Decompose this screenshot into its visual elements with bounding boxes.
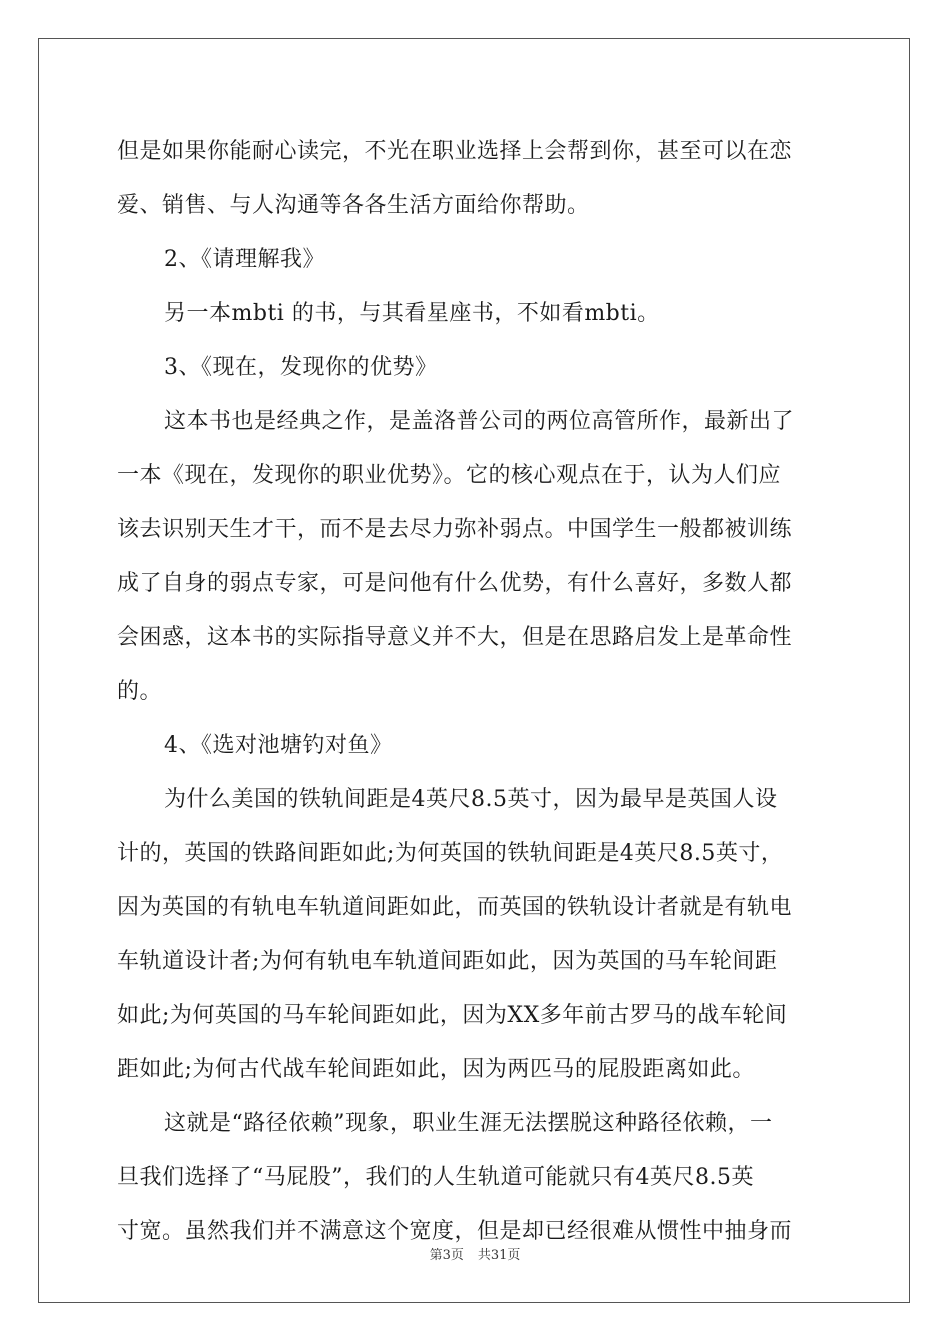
text-line: 因为英国的有轨电车轨道间距如此，而英国的铁轨设计者就是有轨电 [117, 895, 793, 920]
section-heading: 2、《请理解我》 [164, 247, 325, 272]
text-line: 爱、销售、与人沟通等各各生活方面给你帮助。 [117, 193, 590, 218]
text-line: 计的，英国的铁路间距如此;为何英国的铁轨间距是4英尺8.5英寸， [117, 841, 784, 866]
text-line: 距如此;为何古代战车轮间距如此，因为两匹马的屁股距离如此。 [117, 1057, 755, 1082]
text-line: 旦我们选择了“马屁股”，我们的人生轨道可能就只有4英尺8.5英 [117, 1165, 754, 1190]
text-line: 一本《现在，发现你的职业优势》。它的核心观点在于，认为人们应 [117, 463, 782, 488]
text-line: 为什么美国的铁轨间距是4英尺8.5英寸，因为最早是英国人设 [164, 787, 778, 812]
text-line: 该去识别天生才干，而不是去尽力弥补弱点。中国学生一般都被训练 [117, 517, 793, 542]
document-body [117, 125, 837, 1259]
text-line: 另一本mbti 的书，与其看星座书，不如看mbti。 [164, 301, 660, 326]
text-line: 会困惑，这本书的实际指导意义并不大，但是在思路启发上是革命性 [117, 625, 793, 650]
page-footer [0, 1244, 950, 1263]
text-line: 但是如果你能耐心读完，不光在职业选择上会帮到你，甚至可以在恋 [117, 139, 793, 164]
page-number: 第3页 [429, 1248, 464, 1263]
text-line: 这本书也是经典之作，是盖洛普公司的两位高管所作，最新出了 [164, 409, 795, 434]
text-line: 车轨道设计者;为何有轨电车轨道间距如此，因为英国的马车轮间距 [117, 949, 778, 974]
text-line: 如此;为何英国的马车轮间距如此，因为XX多年前古罗马的战车轮间 [117, 1003, 788, 1028]
text-line: 的。 [117, 679, 163, 704]
text-line: 寸宽。虽然我们并不满意这个宽度，但是却已经很难从惯性中抽身而 [117, 1219, 793, 1244]
section-heading: 3、《现在，发现你的优势》 [164, 355, 438, 380]
page-total: 共31页 [477, 1248, 521, 1263]
text-line: 这就是“路径依赖”现象，职业生涯无法摆脱这种路径依赖，一 [164, 1111, 773, 1136]
text-line: 成了自身的弱点专家，可是问他有什么优势，有什么喜好，多数人都 [117, 571, 793, 596]
section-heading: 4、《选对池塘钓对鱼》 [164, 733, 393, 758]
